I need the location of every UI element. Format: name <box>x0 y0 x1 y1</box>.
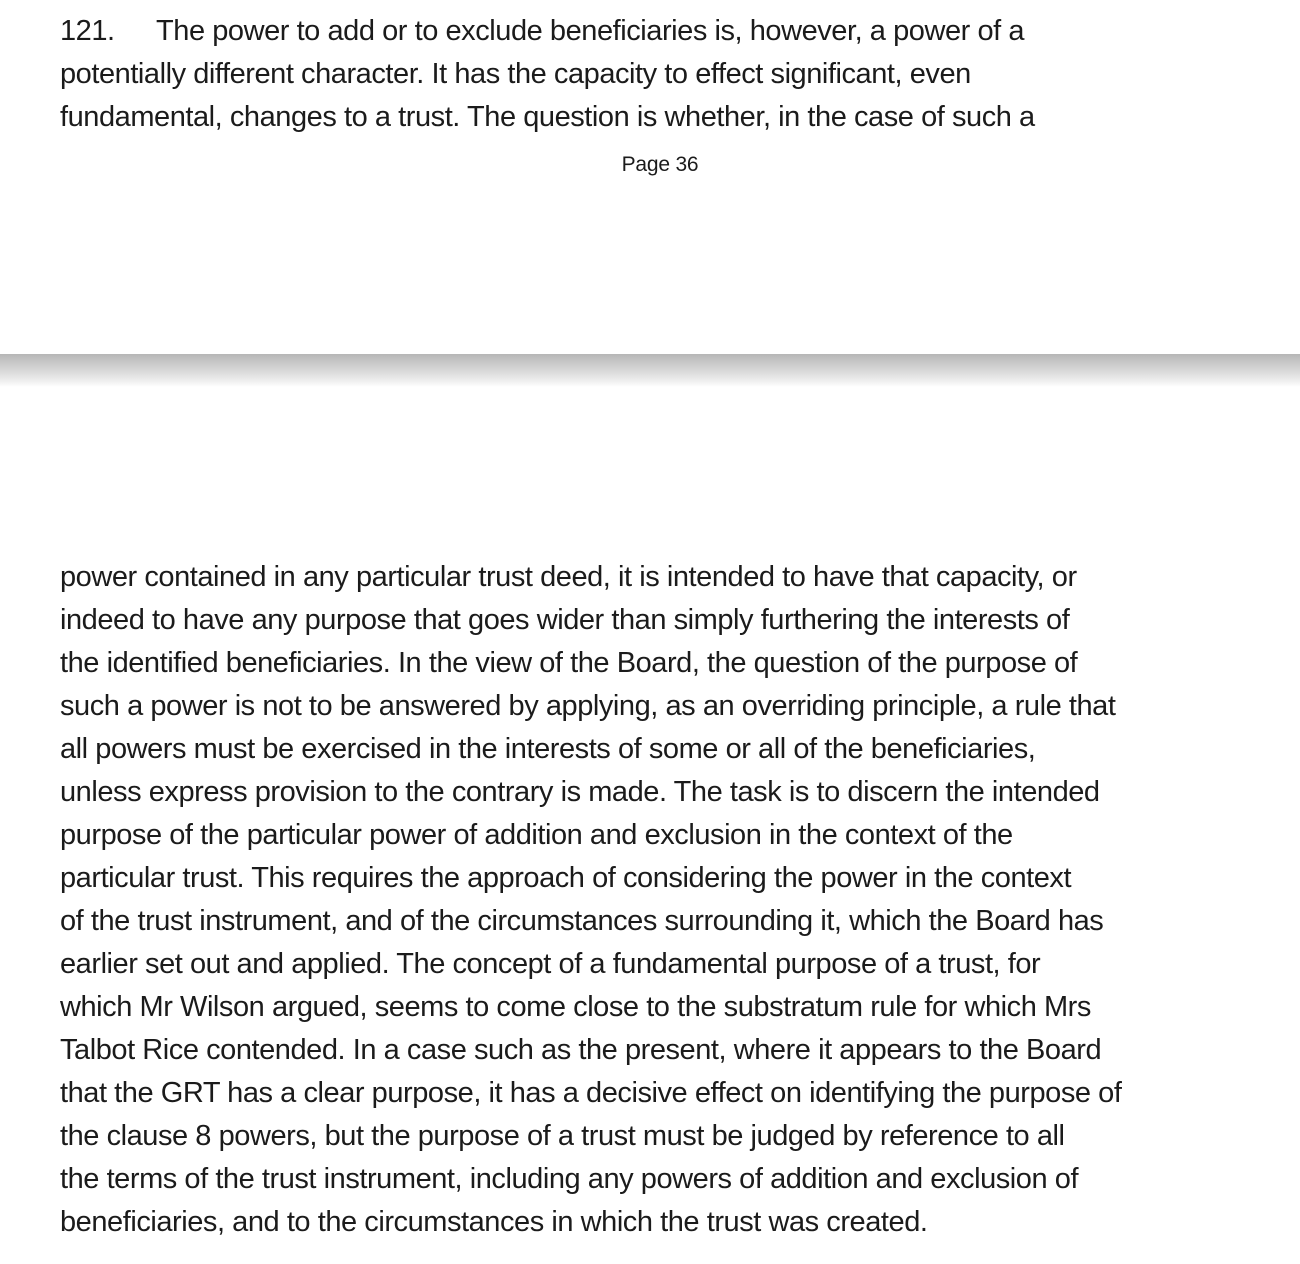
text-line: that the GRT has a clear purpose, it has a decisive effect on identifying the purpose of <box>60 1077 1122 1109</box>
text-line: all powers must be exercised in the interests of some or all of the beneficiaries, <box>60 733 1036 765</box>
text-line: the identified beneficiaries. In the view of the Board, the question of the purpose of <box>60 647 1078 679</box>
text-line: earlier set out and applied. The concept of a fundamental purpose of a trust, for <box>60 948 1041 980</box>
text-line: power contained in any particular trust deed, it is intended to have that capacity, or <box>60 561 1077 593</box>
text-line: purpose of the particular power of addition and exclusion in the context of the <box>60 819 1013 851</box>
text-line: fundamental, changes to a trust. The question is whether, in the case of such a <box>60 101 1035 133</box>
text-line: the terms of the trust instrument, including any powers of addition and exclusion of <box>60 1163 1079 1195</box>
text-line <box>60 10 1270 53</box>
paragraph-first-line: The power to add or to exclude beneficiaries is, however, a power of a <box>156 15 1025 47</box>
text-line: particular trust. This requires the approach of considering the power in the context <box>60 862 1072 894</box>
text-line: such a power is not to be answered by applying, as an overriding principle, a rule that <box>60 690 1116 722</box>
text-line: unless express provision to the contrary is made. The task is to discern the intended <box>60 776 1100 808</box>
text-line: which Mr Wilson argued, seems to come close to the substratum rule for which Mrs <box>60 991 1091 1023</box>
text-line: indeed to have any purpose that goes wider than simply furthering the interests of <box>60 604 1070 636</box>
text-line: Talbot Rice contended. In a case such as the present, where it appears to the Board <box>60 1034 1102 1066</box>
paragraph-number: 121. <box>60 15 115 47</box>
page-break-divider <box>0 354 1300 387</box>
paragraph-121 <box>60 10 1270 139</box>
paragraph-continued <box>60 556 1270 1244</box>
text-line: of the trust instrument, and of the circumstances surrounding it, which the Board has <box>60 905 1104 937</box>
page-number-footer: Page 36 <box>621 153 699 176</box>
text-line: the clause 8 powers, but the purpose of a trust must be judged by reference to all <box>60 1120 1065 1152</box>
text-line: potentially different character. It has the capacity to effect significant, even <box>60 58 971 90</box>
paragraph-121-lines <box>60 53 1270 139</box>
text-line: beneficiaries, and to the circumstances in which the trust was created. <box>60 1206 928 1238</box>
